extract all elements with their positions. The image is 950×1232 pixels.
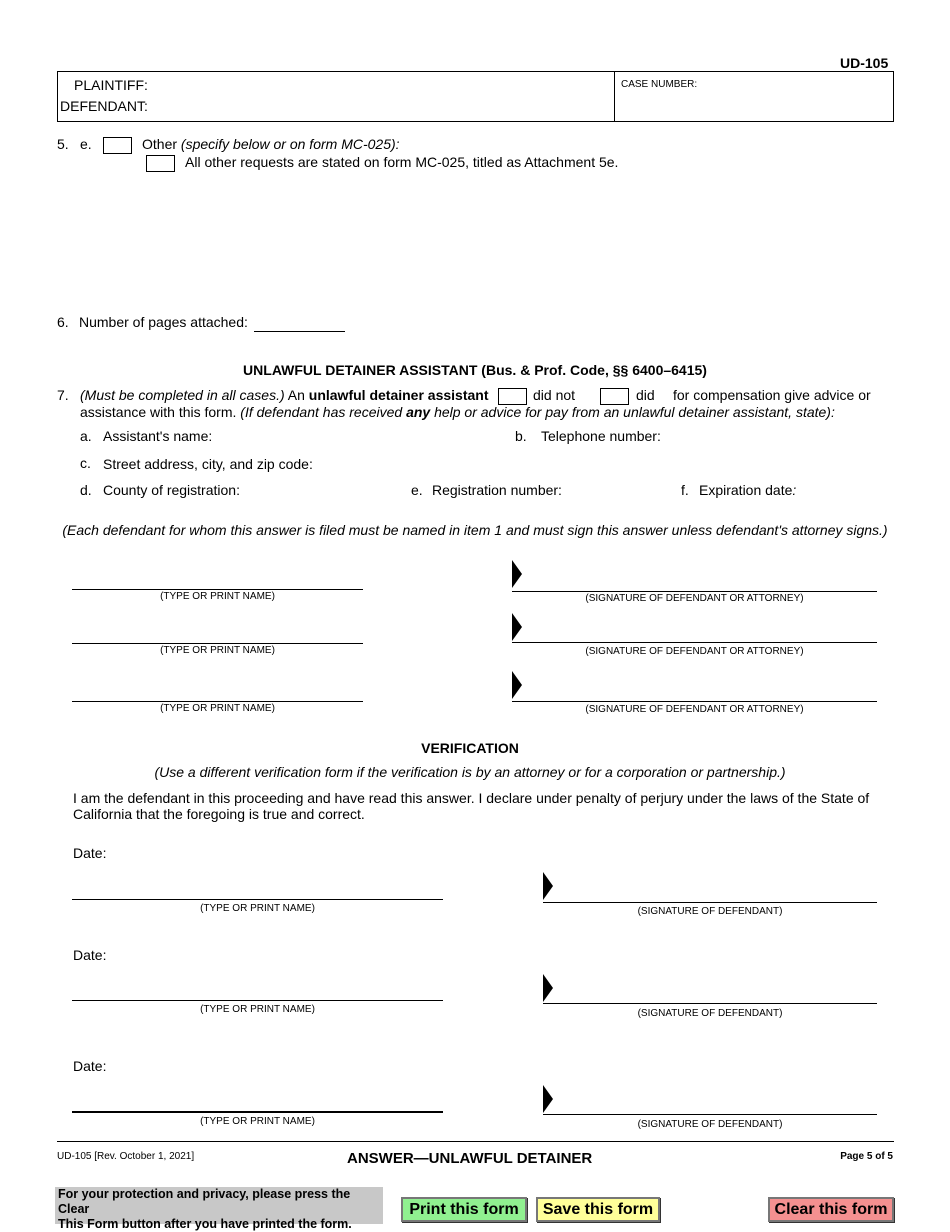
item7c-letter: c. [80, 455, 91, 471]
name-caption-1: (TYPE OR PRINT NAME) [160, 591, 275, 602]
name-caption-2: (TYPE OR PRINT NAME) [160, 645, 275, 656]
privacy-notice-line2: This Form button after you have printed the form. [58, 1217, 352, 1231]
item7-intro: (Must be completed in all cases.) An unlawful detainer assistant [80, 387, 489, 403]
privacy-notice-line1: For your protection and privacy, please press the Clear [58, 1187, 351, 1216]
verification-name-line-1[interactable] [72, 899, 443, 900]
item7a-letter: a. [80, 428, 92, 444]
item6-number: 6. [57, 314, 69, 330]
item7f-letter: f. [681, 482, 689, 498]
county-label: County of registration: [103, 482, 240, 498]
verification-statement-line1: I am the defendant in this proceeding and have read this answer. I declare under penalty of perjury under the laws of the State of [73, 790, 870, 806]
uda-did-not-checkbox[interactable] [498, 388, 527, 405]
name-line-3[interactable] [72, 701, 363, 702]
verification-name-caption-1: (TYPE OR PRINT NAME) [200, 903, 315, 914]
did-not-label: did not [533, 387, 576, 403]
privacy-notice [55, 1187, 383, 1231]
form-id: UD-105 [840, 55, 889, 71]
date-label-3: Date: [73, 1058, 107, 1074]
item5e-mc025-checkbox[interactable] [146, 155, 175, 172]
footer-title: ANSWER—UNLAWFUL DETAINER [347, 1150, 593, 1167]
verification-note: (Use a different verification form if the verification is by an attorney or for a corporation or partnership.) [154, 764, 786, 780]
signature-arrow-icon [512, 671, 522, 699]
signature-line-1[interactable] [512, 591, 877, 592]
name-caption-3: (TYPE OR PRINT NAME) [160, 703, 275, 714]
verification-signature-caption-2: (SIGNATURE OF DEFENDANT) [637, 1008, 783, 1019]
signature-arrow-icon [512, 613, 522, 641]
verification-statement-line2: California that the foregoing is true and correct. [73, 806, 365, 822]
expiration-date-label: Expiration date: [699, 482, 797, 498]
item7-number: 7. [57, 387, 69, 403]
caption-divider [614, 71, 615, 122]
footer-revision: UD-105 [Rev. October 1, 2021] [57, 1151, 195, 1162]
verification-signature-caption-1: (SIGNATURE OF DEFENDANT) [637, 906, 783, 917]
item5-number: 5. [57, 136, 69, 152]
signature-arrow-icon [543, 872, 553, 900]
signature-line-3[interactable] [512, 701, 877, 702]
name-line-1[interactable] [72, 589, 363, 590]
signature-line-2[interactable] [512, 642, 877, 643]
pages-attached-field[interactable] [254, 331, 345, 332]
caption-box [57, 71, 894, 122]
signature-note: (Each defendant for whom this answer is filed must be named in item 1 and must sign this answer unless defendant's attorney signs.) [62, 522, 888, 538]
print-form-button[interactable]: Print this form [401, 1197, 527, 1222]
defendant-label: DEFENDANT: [60, 98, 148, 114]
item6-text: Number of pages attached: [79, 314, 248, 330]
did-label: did [636, 387, 655, 403]
signature-caption-3: (SIGNATURE OF DEFENDANT OR ATTORNEY) [585, 704, 804, 715]
verification-signature-line-2[interactable] [543, 1003, 877, 1004]
uda-heading: UNLAWFUL DETAINER ASSISTANT (Bus. & Prof. Code, §§ 6400–6415) [243, 362, 707, 378]
verification-signature-line-3[interactable] [543, 1114, 877, 1115]
item7b-letter: b. [515, 428, 527, 444]
verification-name-caption-3: (TYPE OR PRINT NAME) [200, 1116, 315, 1127]
signature-caption-1: (SIGNATURE OF DEFENDANT OR ATTORNEY) [585, 593, 804, 604]
assistant-name-label: Assistant's name: [103, 428, 213, 444]
item5e-label: Other (specify below or on form MC-025): [142, 136, 400, 152]
item7e-letter: e. [411, 482, 423, 498]
date-label-2: Date: [73, 947, 107, 963]
save-form-button[interactable]: Save this form [536, 1197, 660, 1222]
item7-compensation-text: for compensation give advice or [673, 387, 871, 403]
signature-arrow-icon [543, 1085, 553, 1113]
signature-arrow-icon [543, 974, 553, 1002]
footer-page: Page 5 of 5 [840, 1151, 893, 1162]
item5e-other-checkbox[interactable] [103, 137, 132, 154]
uda-did-checkbox[interactable] [600, 388, 629, 405]
street-address-label: Street address, city, and zip code: [103, 456, 313, 472]
verification-heading: VERIFICATION [421, 740, 519, 756]
signature-arrow-icon [512, 560, 522, 588]
registration-number-label: Registration number: [432, 482, 562, 498]
item5e-letter: e. [80, 136, 92, 152]
date-label-1: Date: [73, 845, 107, 861]
verification-signature-line-1[interactable] [543, 902, 877, 903]
plaintiff-label: PLAINTIFF: [74, 77, 148, 93]
verification-signature-caption-3: (SIGNATURE OF DEFENDANT) [637, 1119, 783, 1130]
name-line-2[interactable] [72, 643, 363, 644]
telephone-label: Telephone number: [541, 428, 661, 444]
clear-form-button[interactable]: Clear this form [768, 1197, 894, 1222]
item7-line2: assistance with this form. (If defendant has received any help or advice for pay from an unlawful detainer assistant, state): [80, 404, 835, 420]
verification-name-caption-2: (TYPE OR PRINT NAME) [200, 1004, 315, 1015]
footer-rule [57, 1141, 894, 1142]
signature-caption-2: (SIGNATURE OF DEFENDANT OR ATTORNEY) [585, 646, 804, 657]
item5e-attachment-text: All other requests are stated on form MC-025, titled as Attachment 5e. [185, 154, 619, 170]
case-number-label: CASE NUMBER: [621, 79, 698, 90]
item7d-letter: d. [80, 482, 92, 498]
verification-name-line-2[interactable] [72, 1000, 443, 1001]
verification-name-line-3[interactable] [72, 1111, 443, 1113]
